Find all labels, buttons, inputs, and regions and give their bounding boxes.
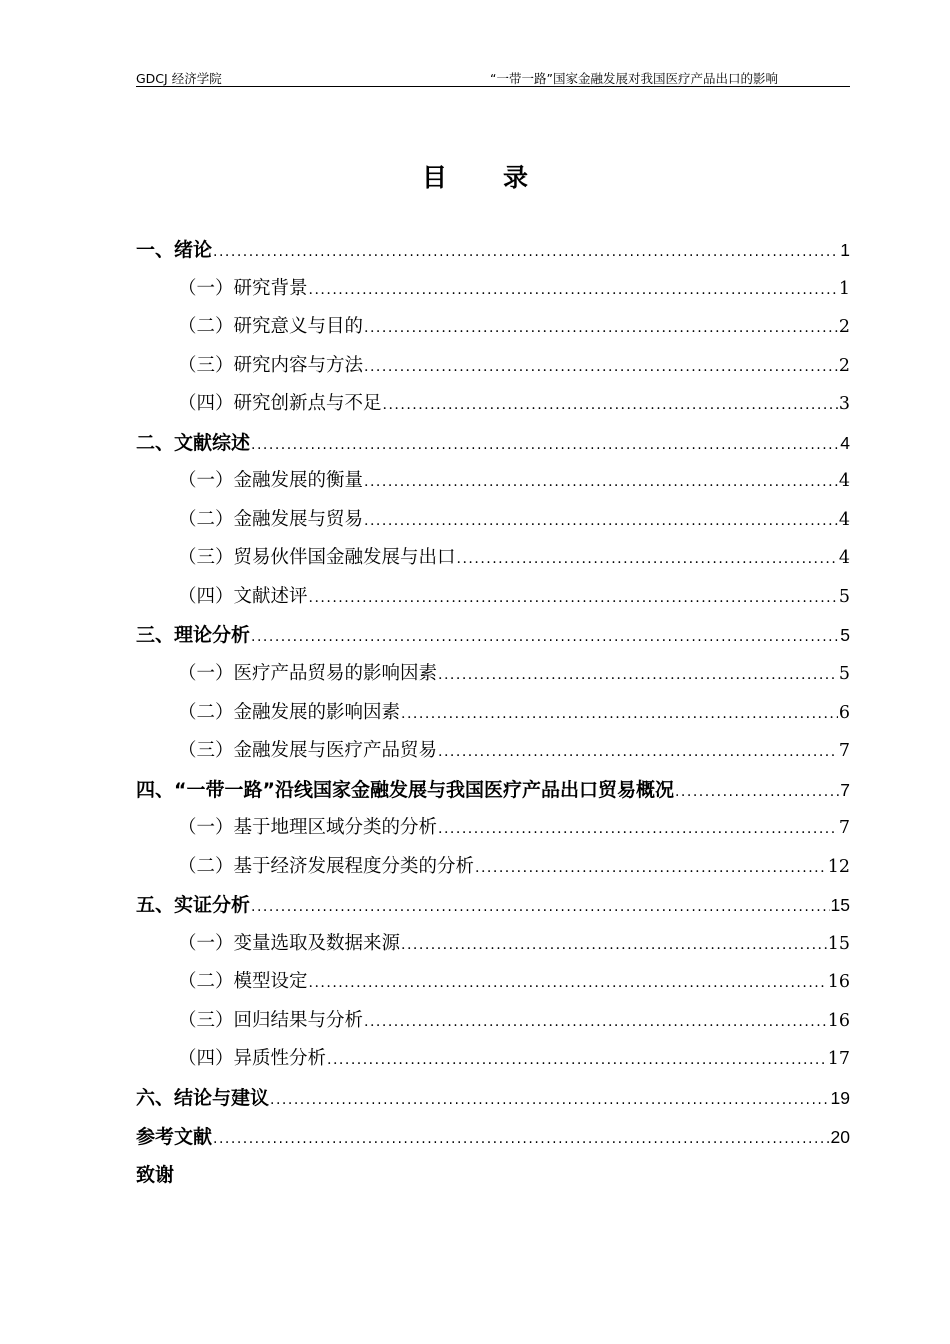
toc-entry[interactable] [136, 231, 850, 270]
toc-entry[interactable] [136, 539, 850, 578]
toc-entry[interactable] [136, 385, 850, 424]
toc-entry-page: 12 [827, 856, 850, 877]
toc-entry-page: 16 [827, 1010, 850, 1031]
toc-leader [251, 426, 839, 465]
toc-leader [457, 540, 838, 579]
toc-entry-page: 15 [830, 895, 850, 916]
toc-entry-label: （三）研究内容与方法 [178, 354, 364, 376]
toc-entry-page: 4 [840, 432, 850, 453]
toc-entry-label: 六、结论与建议 [136, 1087, 270, 1110]
toc-entry[interactable] [136, 963, 850, 1002]
toc-entry-page: 3 [838, 394, 850, 415]
toc-entry-page: 5 [838, 586, 850, 607]
toc-entry-page: 2 [838, 317, 850, 338]
toc-leader [309, 579, 838, 618]
toc-entry-page: 16 [827, 972, 850, 993]
toc-entry-label: （三）回归结果与分析 [178, 1009, 364, 1031]
toc-title-char-1: 目 [421, 163, 447, 192]
toc-entry-page: 4 [838, 548, 850, 569]
toc-entry-label: （一）基于地理区域分类的分析 [178, 817, 438, 839]
toc-leader [383, 386, 838, 425]
toc-leader [364, 502, 838, 541]
toc-entry-label: （一）金融发展的衡量 [178, 470, 364, 492]
toc-entry-page: 2 [838, 355, 850, 376]
toc-entry-label: （二）研究意义与目的 [178, 316, 364, 338]
toc-entry-label: 一、绪论 [136, 239, 213, 261]
toc-entry-label: （一）变量选取及数据来源 [178, 932, 401, 954]
toc-leader [251, 618, 839, 657]
toc-entry-page: 7 [838, 741, 850, 762]
toc-entry-label: （二）基于经济发展程度分类的分析 [178, 855, 475, 877]
toc-entry[interactable] [136, 694, 850, 733]
toc-entry-page: 15 [827, 933, 850, 954]
toc-leader [364, 1003, 827, 1042]
toc-entry[interactable] [136, 347, 850, 386]
toc-entry[interactable] [136, 809, 850, 848]
toc-entry[interactable] [136, 501, 850, 540]
toc-title-char-2: 录 [503, 163, 529, 192]
toc-entry-label: （四）异质性分析 [178, 1048, 327, 1070]
header-school: GDCJ 经济学院 [136, 71, 222, 86]
toc-leader [309, 964, 827, 1003]
toc-title [0, 158, 950, 194]
toc-entry-page: 4 [838, 471, 850, 492]
toc-entry-label: （三）贸易伙伴国金融发展与出口 [178, 547, 456, 569]
toc-entry[interactable] [136, 1118, 850, 1157]
toc-entry-page: 19 [830, 1088, 850, 1109]
toc-entry-page: 17 [827, 1049, 850, 1070]
toc-leader [438, 810, 838, 849]
table-of-contents [136, 231, 850, 1195]
toc-leader [251, 888, 830, 927]
toc-leader [438, 656, 838, 695]
toc-entry-label: 二、文献综述 [136, 431, 251, 454]
toc-entry-page: 7 [838, 818, 850, 839]
toc-entry[interactable] [136, 1079, 850, 1118]
toc-leader [270, 1081, 830, 1120]
toc-entry-page: 1 [838, 278, 850, 299]
toc-leader [401, 926, 827, 965]
toc-entry-label: 四、“一带一路”沿线国家金融发展与我国医疗产品出口贸易概况 [136, 778, 674, 801]
toc-leader [475, 849, 827, 888]
toc-entry[interactable] [136, 578, 850, 617]
toc-entry-label: （二）模型设定 [178, 971, 308, 993]
toc-entry-label: （二）金融发展与贸易 [178, 508, 364, 530]
toc-leader [364, 309, 838, 348]
toc-leader [438, 733, 838, 772]
toc-entry-page: 5 [838, 664, 850, 685]
toc-entry-page: 4 [838, 509, 850, 530]
toc-leader [675, 773, 839, 812]
toc-entry-page: 1 [840, 240, 850, 260]
toc-entry-label: （二）金融发展的影响因素 [178, 701, 401, 723]
toc-leader [364, 348, 838, 387]
toc-entry[interactable] [136, 848, 850, 887]
toc-entry[interactable] [136, 462, 850, 501]
toc-leader [309, 271, 838, 310]
toc-entry-label: 三、理论分析 [136, 624, 251, 647]
toc-entry[interactable] [136, 655, 850, 694]
toc-entry[interactable] [136, 732, 850, 771]
toc-entry[interactable] [136, 424, 850, 463]
toc-entry-label: 参考文献 [136, 1125, 213, 1148]
toc-entry-label: （一）医疗产品贸易的影响因素 [178, 663, 438, 685]
toc-entry[interactable] [136, 886, 850, 925]
toc-entry-label: （四）文献述评 [178, 585, 308, 607]
toc-entry-page: 7 [840, 779, 850, 800]
toc-entry[interactable] [136, 308, 850, 347]
toc-entry[interactable] [136, 1156, 850, 1195]
toc-leader [327, 1041, 827, 1080]
toc-entry-label: （四）研究创新点与不足 [178, 393, 382, 415]
toc-leader [213, 233, 839, 272]
toc-leader [213, 1120, 830, 1159]
toc-entry[interactable] [136, 925, 850, 964]
toc-entry-page: 6 [838, 702, 850, 723]
toc-entry[interactable] [136, 771, 850, 810]
toc-entry-page: 5 [840, 625, 850, 646]
toc-entry-label: 致谢 [136, 1164, 175, 1187]
toc-leader [364, 463, 838, 502]
page-header [136, 66, 850, 87]
toc-entry-label: （三）金融发展与医疗产品贸易 [178, 740, 438, 762]
toc-entry-label: （一）研究背景 [178, 277, 308, 299]
toc-entry[interactable] [136, 1002, 850, 1041]
header-thesis-title: “一带一路”国家金融发展对我国医疗产品出口的影响 [490, 71, 778, 86]
toc-leader [401, 695, 838, 734]
toc-entry[interactable] [136, 616, 850, 655]
toc-entry[interactable] [136, 270, 850, 309]
toc-entry-label: 五、实证分析 [136, 894, 251, 917]
toc-entry[interactable] [136, 1040, 850, 1079]
toc-entry-page: 20 [830, 1126, 850, 1147]
